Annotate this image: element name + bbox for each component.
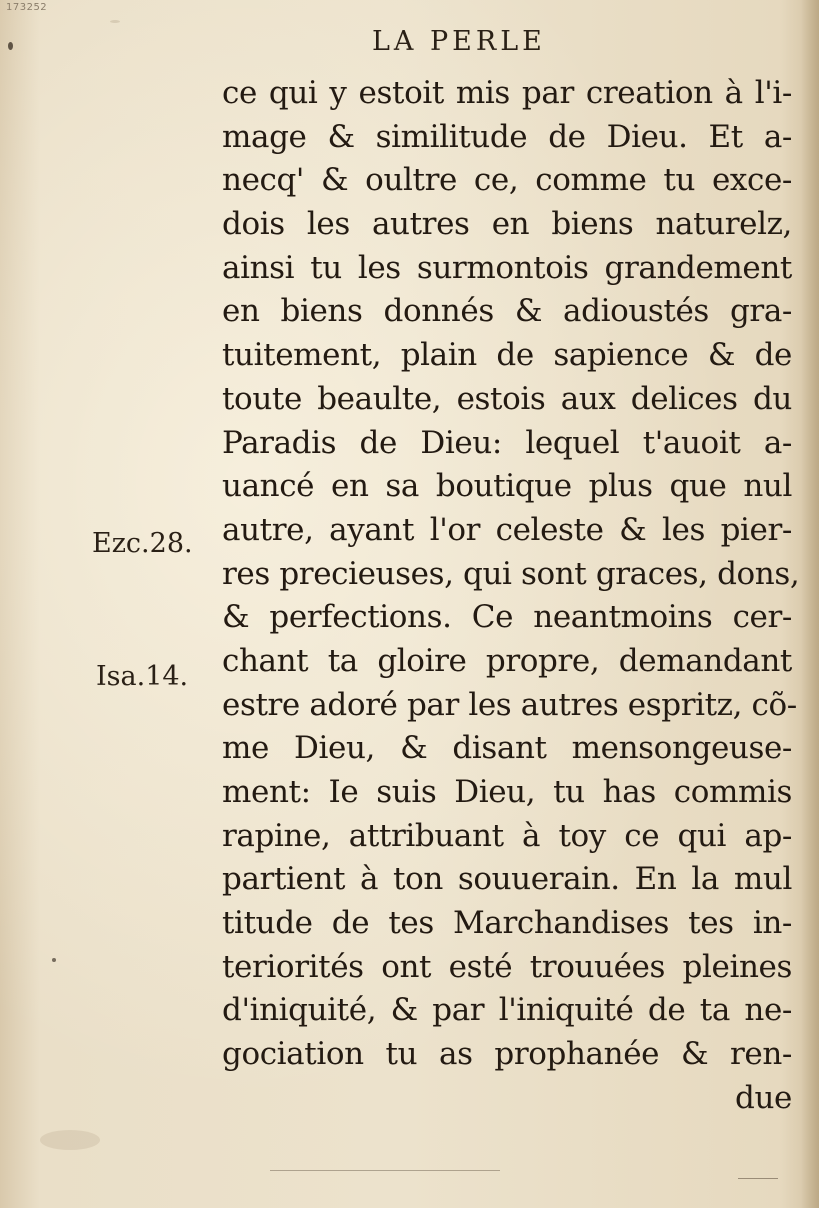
running-head: LA PERLE xyxy=(372,26,546,57)
text-line: ainsi tu les surmontois grandement xyxy=(222,249,792,286)
text-line: & perfections. Ce neantmoins cer- xyxy=(222,599,792,636)
text-line: en biens donnés & adioustés gra- xyxy=(222,293,792,330)
text-line: tuitement, plain de sapience & de xyxy=(222,337,792,374)
page-edge-shadow xyxy=(801,0,819,1208)
ink-spot xyxy=(52,958,56,962)
text-line: mage & similitude de Dieu. Et a- xyxy=(222,118,792,155)
text-line: estre adoré par les autres espritz, cõ- xyxy=(222,686,797,723)
text-line: ment: Ie suis Dieu, tu has commis xyxy=(222,774,792,810)
underline-mark xyxy=(738,1178,778,1179)
text-line: autre, ayant l'or celeste & les pier- xyxy=(222,511,792,548)
catalog-number: 173252 xyxy=(6,2,48,13)
text-line: gociation tu as prophanée & ren- xyxy=(222,1036,792,1073)
text-line: Paradis de Dieu: lequel t'auoit a- xyxy=(222,424,792,461)
text-line: dois les autres en biens naturelz, xyxy=(222,206,792,243)
body-text xyxy=(222,72,800,1121)
text-line: res precieuses, qui sont graces, dons, xyxy=(222,555,800,592)
ink-spot xyxy=(8,42,13,50)
text-line: teriorités ont esté trouuées pleines xyxy=(222,948,792,985)
text-line: necq' & oultre ce, comme tu exce- xyxy=(222,162,792,199)
text-line: partient à ton souuerain. En la mul xyxy=(222,861,792,898)
margin-reference-isaiah: Isa.14. xyxy=(96,661,189,692)
margin-reference-ezekiel: Ezc.28. xyxy=(92,528,193,559)
text-line: toute beaulte, estois aux delices du xyxy=(222,380,792,417)
underline-mark xyxy=(270,1170,500,1171)
text-line: me Dieu, & disant mensongeuse- xyxy=(222,730,792,767)
paper-stain xyxy=(40,1130,100,1150)
text-line: chant ta gloire propre, demandant xyxy=(222,642,792,679)
text-line: ce qui y estoit mis par creation à l'i- xyxy=(222,75,792,111)
text-line: rapine, attribuant à toy ce qui ap- xyxy=(222,817,792,854)
catchword: due xyxy=(735,1079,792,1116)
paper-stain xyxy=(110,20,120,23)
text-line: titude de tes Marchandises tes in- xyxy=(222,905,792,942)
text-line: d'iniquité, & par l'iniquité de ta ne- xyxy=(222,992,792,1029)
text-line: uancé en sa boutique plus que nul xyxy=(222,468,792,505)
